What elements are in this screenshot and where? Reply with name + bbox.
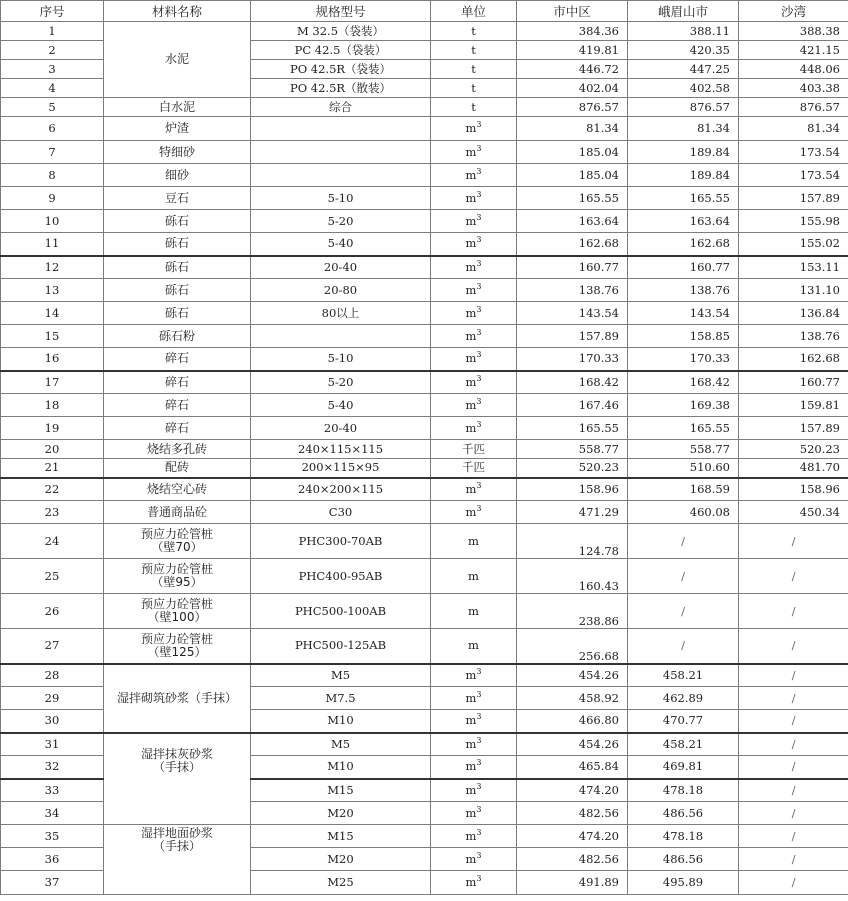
- material-name: 水泥: [104, 22, 251, 98]
- price-shawan: /: [739, 756, 848, 779]
- row-no: 37: [1, 871, 104, 895]
- price-shawan: 173.54: [739, 164, 848, 187]
- material-name: 砾石: [104, 302, 251, 325]
- material-name: 特细砂: [104, 141, 251, 164]
- price-shawan: /: [739, 871, 848, 895]
- unit: $m^3$: [431, 825, 517, 848]
- price-emeishan: 486.56: [628, 848, 739, 871]
- price-shawan: 481.70: [739, 459, 848, 478]
- unit: m: [431, 559, 517, 594]
- spec: M15: [251, 825, 431, 848]
- table-row: [1, 302, 848, 325]
- price-emeishan: 170.33: [628, 348, 739, 371]
- row-no: 33: [1, 779, 104, 802]
- material-name: 湿拌砌筑砂浆（手抹）: [104, 664, 251, 733]
- row-no: 13: [1, 279, 104, 302]
- price-shawan: /: [739, 779, 848, 802]
- spec: M7.5: [251, 687, 431, 710]
- price-shawan: 136.84: [739, 302, 848, 325]
- price-emeishan: 402.58: [628, 79, 739, 98]
- price-shizhongqu: 162.68: [517, 233, 628, 256]
- row-no: 36: [1, 848, 104, 871]
- price-shawan: 81.34: [739, 117, 848, 141]
- price-shizhongqu: 238.86: [517, 594, 628, 629]
- row-no: 28: [1, 664, 104, 687]
- price-emeishan: /: [628, 559, 739, 594]
- material-name: 炉渣: [104, 117, 251, 141]
- price-shawan: 160.77: [739, 371, 848, 394]
- price-emeishan: 138.76: [628, 279, 739, 302]
- row-no: 2: [1, 41, 104, 60]
- price-shawan: 153.11: [739, 256, 848, 279]
- material-name: 砾石: [104, 279, 251, 302]
- table-row: [1, 629, 848, 664]
- price-shawan: 388.38: [739, 22, 848, 41]
- price-emeishan: 458.21: [628, 664, 739, 687]
- price-shizhongqu: 454.26: [517, 733, 628, 756]
- header-shizhongqu: 市中区: [517, 1, 628, 22]
- spec: PO 42.5R（散装）: [251, 79, 431, 98]
- material-name: 烧结多孔砖: [104, 440, 251, 459]
- price-emeishan: 478.18: [628, 779, 739, 802]
- material-name: 砾石: [104, 210, 251, 233]
- material-name: 碎石: [104, 394, 251, 417]
- unit: t: [431, 22, 517, 41]
- price-shizhongqu: 876.57: [517, 98, 628, 117]
- price-shizhongqu: 491.89: [517, 871, 628, 895]
- spec: M25: [251, 871, 431, 895]
- price-shizhongqu: 81.34: [517, 117, 628, 141]
- material-name: 白水泥: [104, 98, 251, 117]
- row-no: 9: [1, 187, 104, 210]
- material-name: 预应力砼管桩 （壁100）: [104, 594, 251, 629]
- price-shizhongqu: 402.04: [517, 79, 628, 98]
- unit: $m^3$: [431, 325, 517, 348]
- price-shizhongqu: 474.20: [517, 825, 628, 848]
- row-no: 17: [1, 371, 104, 394]
- header-name: 材料名称: [104, 1, 251, 22]
- table-row: [1, 501, 848, 524]
- price-shawan: /: [739, 710, 848, 733]
- unit: m: [431, 594, 517, 629]
- price-shizhongqu: 158.96: [517, 478, 628, 501]
- price-shawan: 159.81: [739, 394, 848, 417]
- price-shawan: 157.89: [739, 417, 848, 440]
- price-shawan: /: [739, 825, 848, 848]
- material-name: 砾石: [104, 233, 251, 256]
- price-shizhongqu: 165.55: [517, 417, 628, 440]
- row-no: 16: [1, 348, 104, 371]
- unit: $m^3$: [431, 348, 517, 371]
- table-row: [1, 279, 848, 302]
- material-name: 普通商品砼: [104, 501, 251, 524]
- price-emeishan: 469.81: [628, 756, 739, 779]
- row-no: 27: [1, 629, 104, 664]
- unit: $m^3$: [431, 256, 517, 279]
- price-emeishan: 558.77: [628, 440, 739, 459]
- table-row: [1, 394, 848, 417]
- price-shizhongqu: 256.68: [517, 629, 628, 664]
- price-shawan: 162.68: [739, 348, 848, 371]
- spec: M10: [251, 756, 431, 779]
- price-shizhongqu: 419.81: [517, 41, 628, 60]
- spec: PHC500-125AB: [251, 629, 431, 664]
- price-emeishan: 168.59: [628, 478, 739, 501]
- spec: 240×200×115: [251, 478, 431, 501]
- row-no: 22: [1, 478, 104, 501]
- unit: $m^3$: [431, 478, 517, 501]
- price-emeishan: 460.08: [628, 501, 739, 524]
- material-name: 细砂: [104, 164, 251, 187]
- spec: 5-40: [251, 233, 431, 256]
- spec: [251, 141, 431, 164]
- price-emeishan: 189.84: [628, 164, 739, 187]
- table-row: [1, 164, 848, 187]
- spec: 20-80: [251, 279, 431, 302]
- unit: $m^3$: [431, 664, 517, 687]
- table-row: [1, 524, 848, 559]
- row-no: 8: [1, 164, 104, 187]
- unit: $m^3$: [431, 687, 517, 710]
- spec: C30: [251, 501, 431, 524]
- price-shawan: /: [739, 733, 848, 756]
- row-no: 34: [1, 802, 104, 825]
- price-shizhongqu: 163.64: [517, 210, 628, 233]
- row-no: 4: [1, 79, 104, 98]
- price-emeishan: 388.11: [628, 22, 739, 41]
- price-emeishan: /: [628, 524, 739, 559]
- spec: PHC400-95AB: [251, 559, 431, 594]
- price-emeishan: 478.18: [628, 825, 739, 848]
- table-row: [1, 371, 848, 394]
- unit: $m^3$: [431, 279, 517, 302]
- material-name: 豆石: [104, 187, 251, 210]
- header-emeishan: 峨眉山市: [628, 1, 739, 22]
- row-no: 23: [1, 501, 104, 524]
- unit: $m^3$: [431, 871, 517, 895]
- row-no: 1: [1, 22, 104, 41]
- unit: $m^3$: [431, 848, 517, 871]
- unit: $m^3$: [431, 802, 517, 825]
- spec: M5: [251, 733, 431, 756]
- row-no: 3: [1, 60, 104, 79]
- price-emeishan: 486.56: [628, 802, 739, 825]
- table-row: [1, 417, 848, 440]
- spec: M 32.5（袋装）: [251, 22, 431, 41]
- price-shawan: /: [739, 664, 848, 687]
- row-no: 5: [1, 98, 104, 117]
- price-shawan: 403.38: [739, 79, 848, 98]
- table-row: [1, 98, 848, 117]
- material-name: 碎石: [104, 371, 251, 394]
- price-shawan: /: [739, 594, 848, 629]
- spec: 5-20: [251, 371, 431, 394]
- spec: 5-20: [251, 210, 431, 233]
- unit: t: [431, 60, 517, 79]
- price-shizhongqu: 465.84: [517, 756, 628, 779]
- price-shawan: 131.10: [739, 279, 848, 302]
- spec: 20-40: [251, 417, 431, 440]
- price-shawan: 421.15: [739, 41, 848, 60]
- price-emeishan: 165.55: [628, 187, 739, 210]
- header-shawan: 沙湾: [739, 1, 848, 22]
- unit: m: [431, 629, 517, 664]
- price-shawan: 157.89: [739, 187, 848, 210]
- spec: PO 42.5R（袋装）: [251, 60, 431, 79]
- price-shizhongqu: 520.23: [517, 459, 628, 478]
- table-row: [1, 325, 848, 348]
- price-emeishan: 876.57: [628, 98, 739, 117]
- row-no: 21: [1, 459, 104, 478]
- price-shawan: 448.06: [739, 60, 848, 79]
- price-shizhongqu: 185.04: [517, 141, 628, 164]
- price-shawan: /: [739, 802, 848, 825]
- table-row: [1, 478, 848, 501]
- price-shizhongqu: 157.89: [517, 325, 628, 348]
- price-emeishan: 510.60: [628, 459, 739, 478]
- spec: M10: [251, 710, 431, 733]
- price-shizhongqu: 124.78: [517, 524, 628, 559]
- unit: $m^3$: [431, 117, 517, 141]
- row-no: 29: [1, 687, 104, 710]
- header-row: [1, 1, 848, 22]
- price-shawan: 173.54: [739, 141, 848, 164]
- price-shawan: /: [739, 559, 848, 594]
- price-emeishan: /: [628, 629, 739, 664]
- price-emeishan: 458.21: [628, 733, 739, 756]
- unit: 千匹: [431, 440, 517, 459]
- row-no: 26: [1, 594, 104, 629]
- material-name: 烧结空心砖: [104, 478, 251, 501]
- unit: t: [431, 98, 517, 117]
- unit: t: [431, 79, 517, 98]
- price-emeishan: 160.77: [628, 256, 739, 279]
- row-no: 25: [1, 559, 104, 594]
- price-emeishan: 447.25: [628, 60, 739, 79]
- price-shizhongqu: 482.56: [517, 848, 628, 871]
- table-row: [1, 141, 848, 164]
- price-shawan: /: [739, 848, 848, 871]
- row-no: 11: [1, 233, 104, 256]
- price-shizhongqu: 474.20: [517, 779, 628, 802]
- price-shizhongqu: 170.33: [517, 348, 628, 371]
- price-shizhongqu: 160.43: [517, 559, 628, 594]
- unit: $m^3$: [431, 779, 517, 802]
- price-shawan: 450.34: [739, 501, 848, 524]
- unit: 千匹: [431, 459, 517, 478]
- table-row: [1, 559, 848, 594]
- spec: 综合: [251, 98, 431, 117]
- row-no: 10: [1, 210, 104, 233]
- price-shizhongqu: 482.56: [517, 802, 628, 825]
- material-name: 预应力砼管桩 （壁95）: [104, 559, 251, 594]
- row-no: 30: [1, 710, 104, 733]
- table-row: [1, 348, 848, 371]
- unit: $m^3$: [431, 417, 517, 440]
- table-row: [1, 664, 848, 687]
- spec: 240×115×115: [251, 440, 431, 459]
- price-shizhongqu: 384.36: [517, 22, 628, 41]
- price-shizhongqu: 454.26: [517, 664, 628, 687]
- row-no: 32: [1, 756, 104, 779]
- table-row: [1, 233, 848, 256]
- price-shizhongqu: 185.04: [517, 164, 628, 187]
- spec: 80以上: [251, 302, 431, 325]
- price-shizhongqu: 143.54: [517, 302, 628, 325]
- table-row: [1, 825, 848, 848]
- price-shawan: /: [739, 687, 848, 710]
- price-shizhongqu: 160.77: [517, 256, 628, 279]
- price-shawan: /: [739, 629, 848, 664]
- price-emeishan: 495.89: [628, 871, 739, 895]
- spec: 5-40: [251, 394, 431, 417]
- unit: $m^3$: [431, 187, 517, 210]
- table-row: [1, 187, 848, 210]
- unit: m: [431, 524, 517, 559]
- spec: 200×115×95: [251, 459, 431, 478]
- row-no: 7: [1, 141, 104, 164]
- price-emeishan: 462.89: [628, 687, 739, 710]
- table-row: [1, 733, 848, 756]
- unit: $m^3$: [431, 302, 517, 325]
- header-spec: 规格型号: [251, 1, 431, 22]
- price-emeishan: 143.54: [628, 302, 739, 325]
- price-shizhongqu: 471.29: [517, 501, 628, 524]
- row-no: 12: [1, 256, 104, 279]
- table-row: [1, 117, 848, 141]
- spec: 5-10: [251, 187, 431, 210]
- row-no: 6: [1, 117, 104, 141]
- unit: $m^3$: [431, 501, 517, 524]
- price-shawan: 155.02: [739, 233, 848, 256]
- spec: M20: [251, 802, 431, 825]
- spec: PHC500-100AB: [251, 594, 431, 629]
- price-emeishan: 189.84: [628, 141, 739, 164]
- price-shawan: 876.57: [739, 98, 848, 117]
- header-unit: 单位: [431, 1, 517, 22]
- price-shizhongqu: 138.76: [517, 279, 628, 302]
- table-row: [1, 256, 848, 279]
- price-shawan: 158.96: [739, 478, 848, 501]
- spec: [251, 325, 431, 348]
- row-no: 20: [1, 440, 104, 459]
- price-emeishan: 168.42: [628, 371, 739, 394]
- spec: [251, 164, 431, 187]
- row-no: 18: [1, 394, 104, 417]
- price-emeishan: 470.77: [628, 710, 739, 733]
- row-no: 24: [1, 524, 104, 559]
- material-name: 碎石: [104, 417, 251, 440]
- unit: $m^3$: [431, 756, 517, 779]
- unit: $m^3$: [431, 164, 517, 187]
- material-name: 预应力砼管桩 （壁125）: [104, 629, 251, 664]
- price-shizhongqu: 167.46: [517, 394, 628, 417]
- price-shizhongqu: 466.80: [517, 710, 628, 733]
- material-name: 砾石: [104, 256, 251, 279]
- spec: 20-40: [251, 256, 431, 279]
- price-emeishan: 158.85: [628, 325, 739, 348]
- material-name: 预应力砼管桩 （壁70）: [104, 524, 251, 559]
- price-emeishan: 81.34: [628, 117, 739, 141]
- unit: $m^3$: [431, 233, 517, 256]
- price-shawan: 155.98: [739, 210, 848, 233]
- table-row: [1, 440, 848, 459]
- price-shizhongqu: 168.42: [517, 371, 628, 394]
- row-no: 31: [1, 733, 104, 756]
- material-name: 配砖: [104, 459, 251, 478]
- price-emeishan: 165.55: [628, 417, 739, 440]
- price-emeishan: 420.35: [628, 41, 739, 60]
- unit: $m^3$: [431, 210, 517, 233]
- table-row: [1, 459, 848, 478]
- row-no: 15: [1, 325, 104, 348]
- material-name: 湿拌抹灰砂浆 （手抹）: [104, 733, 251, 825]
- table-row: [1, 210, 848, 233]
- table-row: [1, 594, 848, 629]
- price-shizhongqu: 458.92: [517, 687, 628, 710]
- unit: $m^3$: [431, 733, 517, 756]
- price-emeishan: /: [628, 594, 739, 629]
- spec: 5-10: [251, 348, 431, 371]
- unit: $m^3$: [431, 710, 517, 733]
- spec: M5: [251, 664, 431, 687]
- unit: t: [431, 41, 517, 60]
- spec: M20: [251, 848, 431, 871]
- row-no: 14: [1, 302, 104, 325]
- price-shawan: /: [739, 524, 848, 559]
- material-name: 碎石: [104, 348, 251, 371]
- material-name: 湿拌地面砂浆 （手抹）: [104, 825, 251, 895]
- material-name: 砾石粉: [104, 325, 251, 348]
- spec: [251, 117, 431, 141]
- price-shawan: 138.76: [739, 325, 848, 348]
- unit: $m^3$: [431, 371, 517, 394]
- header-no: 序号: [1, 1, 104, 22]
- price-shizhongqu: 558.77: [517, 440, 628, 459]
- price-emeishan: 169.38: [628, 394, 739, 417]
- price-emeishan: 163.64: [628, 210, 739, 233]
- price-shawan: 520.23: [739, 440, 848, 459]
- spec: M15: [251, 779, 431, 802]
- spec: PC 42.5（袋装）: [251, 41, 431, 60]
- row-no: 19: [1, 417, 104, 440]
- price-shizhongqu: 165.55: [517, 187, 628, 210]
- price-emeishan: 162.68: [628, 233, 739, 256]
- unit: $m^3$: [431, 141, 517, 164]
- price-shizhongqu: 446.72: [517, 60, 628, 79]
- table-row: [1, 22, 848, 41]
- spec: PHC300-70AB: [251, 524, 431, 559]
- row-no: 35: [1, 825, 104, 848]
- unit: $m^3$: [431, 394, 517, 417]
